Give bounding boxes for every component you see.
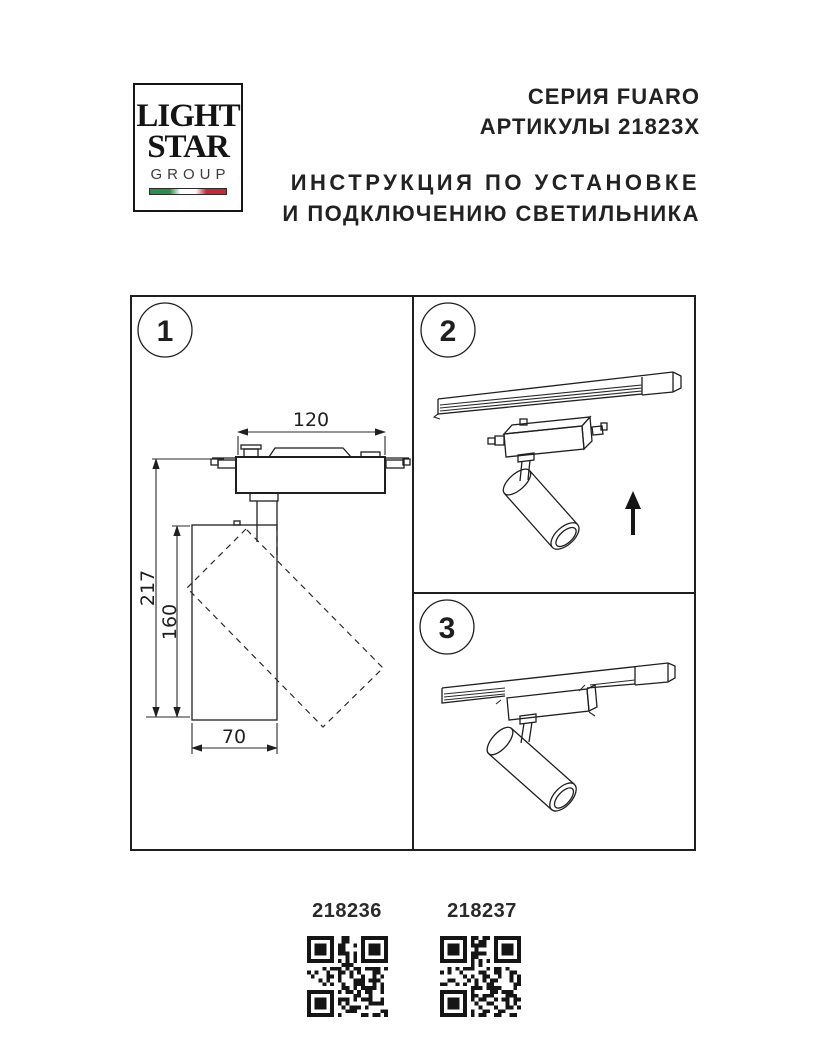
track-fixture-floating [488, 417, 607, 554]
panel-2-mounting-step [434, 372, 681, 554]
instruction-title [282, 167, 700, 229]
instruction-title-line1: ИНСТРУКЦИЯ ПО УСТАНОВКЕ [290, 170, 700, 195]
spot-cylinder [483, 723, 581, 816]
step-2-badge [421, 303, 475, 357]
step-2-number: 2 [439, 315, 457, 348]
qr-code-218237 [440, 936, 521, 1017]
track-fixture-mounted [483, 685, 597, 816]
series-block [480, 82, 700, 142]
dim-track-width-value: 120 [292, 409, 330, 431]
track-rail [434, 372, 681, 419]
spot-cylinder [499, 465, 584, 554]
logo-light-text: LIGHT [136, 98, 240, 134]
lightstar-logo [133, 83, 243, 212]
spot-body-outline [192, 521, 277, 720]
italian-flag-stripe [149, 188, 227, 195]
dimension-body-width [192, 723, 277, 754]
dimension-body-height [159, 526, 190, 717]
articles-title: АРТИКУЛЫ 21823X [479, 114, 700, 139]
track-rail [442, 663, 675, 703]
track-adapter-side-view [211, 445, 410, 555]
step-1-badge [138, 303, 192, 357]
series-title: СЕРИЯ FUARO [527, 84, 700, 109]
logo-group-text: GROUP [150, 166, 231, 183]
step-3-badge [420, 600, 474, 654]
step-1-number: 1 [156, 315, 174, 348]
panel-1-dimension-drawing [137, 409, 410, 754]
panel-3-installed-fixture [442, 663, 675, 816]
dim-total-height-value: 217 [137, 569, 159, 607]
installation-figure [130, 295, 696, 851]
step-3-number: 3 [438, 612, 456, 645]
dim-body-height-value: 160 [159, 603, 181, 641]
instruction-title-line2: И ПОДКЛЮЧЕНИЮ СВЕТИЛЬНИКА [282, 201, 700, 226]
qr-code-218236 [307, 936, 388, 1017]
product-code-218237: 218237 [447, 900, 517, 922]
install-direction-arrow [625, 491, 641, 535]
product-code-218236: 218236 [312, 900, 382, 922]
spot-body-rotated-dashed [187, 529, 383, 727]
dimension-total-height [137, 459, 224, 717]
logo-star-text: STAR [147, 129, 229, 165]
dim-body-width-value: 70 [221, 726, 247, 748]
